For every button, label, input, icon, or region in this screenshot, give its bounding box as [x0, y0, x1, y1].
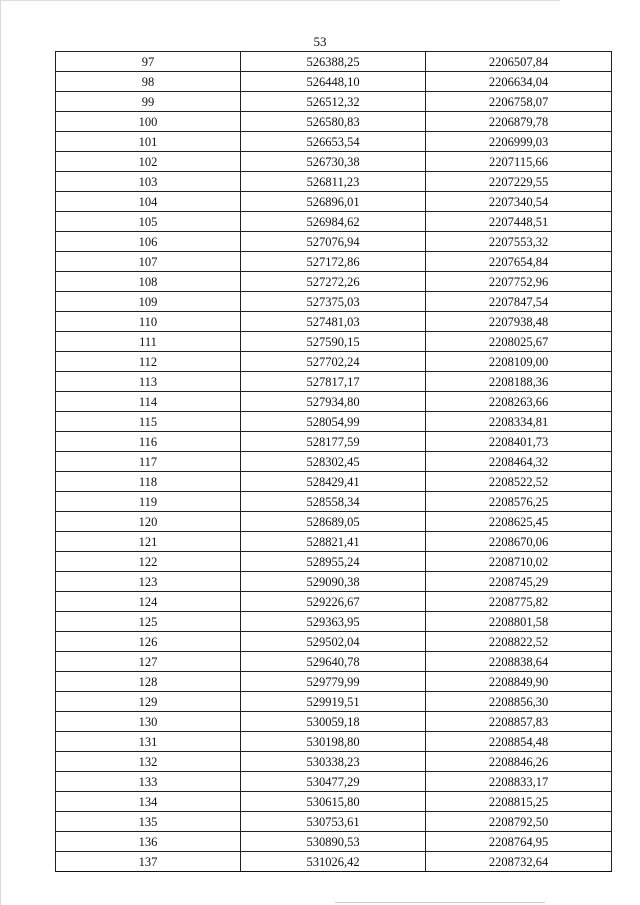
point-number-cell: 111	[56, 332, 241, 352]
x-coordinate-cell: 526896,01	[241, 192, 426, 212]
y-coordinate-cell: 2206999,03	[426, 132, 612, 152]
point-number-cell: 123	[56, 572, 241, 592]
table-row	[56, 92, 612, 112]
table-row	[56, 632, 612, 652]
point-number-cell: 97	[56, 52, 241, 72]
y-coordinate-cell: 2208263,66	[426, 392, 612, 412]
y-coordinate-cell: 2206507,84	[426, 52, 612, 72]
table-row	[56, 832, 612, 852]
y-coordinate-cell: 2208857,83	[426, 712, 612, 732]
y-coordinate-cell: 2208710,02	[426, 552, 612, 572]
table-row	[56, 412, 612, 432]
point-number-cell: 130	[56, 712, 241, 732]
y-coordinate-cell: 2208801,58	[426, 612, 612, 632]
scan-footer-line	[335, 902, 545, 903]
point-number-cell: 113	[56, 372, 241, 392]
table-row	[56, 472, 612, 492]
y-coordinate-cell: 2208025,67	[426, 332, 612, 352]
y-coordinate-cell: 2207938,48	[426, 312, 612, 332]
y-coordinate-cell: 2208401,73	[426, 432, 612, 452]
x-coordinate-cell: 527817,17	[241, 372, 426, 392]
table-row	[56, 612, 612, 632]
table-row	[56, 52, 612, 72]
table-row	[56, 812, 612, 832]
y-coordinate-cell: 2208815,25	[426, 792, 612, 812]
y-coordinate-cell: 2208764,95	[426, 832, 612, 852]
y-coordinate-cell: 2206758,07	[426, 92, 612, 112]
table-row	[56, 72, 612, 92]
x-coordinate-cell: 530890,53	[241, 832, 426, 852]
y-coordinate-cell: 2207654,84	[426, 252, 612, 272]
y-coordinate-cell: 2208464,32	[426, 452, 612, 472]
table-row	[56, 372, 612, 392]
y-coordinate-cell: 2208856,30	[426, 692, 612, 712]
point-number-cell: 107	[56, 252, 241, 272]
table-row	[56, 732, 612, 752]
point-number-cell: 108	[56, 272, 241, 292]
x-coordinate-cell: 528302,45	[241, 452, 426, 472]
table-row	[56, 392, 612, 412]
point-number-cell: 106	[56, 232, 241, 252]
x-coordinate-cell: 530198,80	[241, 732, 426, 752]
table-row	[56, 352, 612, 372]
table-row	[56, 852, 612, 872]
x-coordinate-cell: 527272,26	[241, 272, 426, 292]
point-number-cell: 136	[56, 832, 241, 852]
y-coordinate-cell: 2207448,51	[426, 212, 612, 232]
point-number-cell: 135	[56, 812, 241, 832]
point-number-cell: 101	[56, 132, 241, 152]
point-number-cell: 122	[56, 552, 241, 572]
table-row	[56, 432, 612, 452]
point-number-cell: 100	[56, 112, 241, 132]
point-number-cell: 134	[56, 792, 241, 812]
point-number-cell: 125	[56, 612, 241, 632]
y-coordinate-cell: 2208792,50	[426, 812, 612, 832]
y-coordinate-cell: 2207553,32	[426, 232, 612, 252]
y-coordinate-cell: 2208625,45	[426, 512, 612, 532]
x-coordinate-cell: 530338,23	[241, 752, 426, 772]
point-number-cell: 127	[56, 652, 241, 672]
point-number-cell: 126	[56, 632, 241, 652]
x-coordinate-cell: 528177,59	[241, 432, 426, 452]
x-coordinate-cell: 527702,24	[241, 352, 426, 372]
x-coordinate-cell: 528054,99	[241, 412, 426, 432]
table-row	[56, 492, 612, 512]
x-coordinate-cell: 530615,80	[241, 792, 426, 812]
point-number-cell: 121	[56, 532, 241, 552]
point-number-cell: 116	[56, 432, 241, 452]
point-number-cell: 129	[56, 692, 241, 712]
y-coordinate-cell: 2208854,48	[426, 732, 612, 752]
table-row	[56, 752, 612, 772]
x-coordinate-cell: 527172,86	[241, 252, 426, 272]
point-number-cell: 131	[56, 732, 241, 752]
x-coordinate-cell: 527481,03	[241, 312, 426, 332]
point-number-cell: 124	[56, 592, 241, 612]
point-number-cell: 118	[56, 472, 241, 492]
x-coordinate-cell: 526984,62	[241, 212, 426, 232]
table-row	[56, 712, 612, 732]
table-row	[56, 172, 612, 192]
table-row	[56, 532, 612, 552]
x-coordinate-cell: 528689,05	[241, 512, 426, 532]
table-row	[56, 212, 612, 232]
y-coordinate-cell: 2208522,52	[426, 472, 612, 492]
page-number: 53	[313, 34, 327, 49]
x-coordinate-cell: 529502,04	[241, 632, 426, 652]
x-coordinate-cell: 530477,29	[241, 772, 426, 792]
y-coordinate-cell: 2208822,52	[426, 632, 612, 652]
coordinates-table-body	[56, 52, 612, 872]
point-number-cell: 99	[56, 92, 241, 112]
point-number-cell: 109	[56, 292, 241, 312]
point-number-cell: 98	[56, 72, 241, 92]
point-number-cell: 110	[56, 312, 241, 332]
point-number-cell: 102	[56, 152, 241, 172]
table-row	[56, 552, 612, 572]
scan-edge-left	[0, 0, 1, 905]
y-coordinate-cell: 2208833,17	[426, 772, 612, 792]
x-coordinate-cell: 528955,24	[241, 552, 426, 572]
x-coordinate-cell: 526653,54	[241, 132, 426, 152]
x-coordinate-cell: 529779,99	[241, 672, 426, 692]
y-coordinate-cell: 2207847,54	[426, 292, 612, 312]
table-row	[56, 232, 612, 252]
x-coordinate-cell: 531026,42	[241, 852, 426, 872]
x-coordinate-cell: 529363,95	[241, 612, 426, 632]
x-coordinate-cell: 528558,34	[241, 492, 426, 512]
x-coordinate-cell: 526730,38	[241, 152, 426, 172]
x-coordinate-cell: 528429,41	[241, 472, 426, 492]
x-coordinate-cell: 526448,10	[241, 72, 426, 92]
x-coordinate-cell: 527934,80	[241, 392, 426, 412]
table-row	[56, 152, 612, 172]
point-number-cell: 137	[56, 852, 241, 872]
table-row	[56, 252, 612, 272]
point-number-cell: 105	[56, 212, 241, 232]
x-coordinate-cell: 530059,18	[241, 712, 426, 732]
table-row	[56, 132, 612, 152]
point-number-cell: 120	[56, 512, 241, 532]
point-number-cell: 115	[56, 412, 241, 432]
table-row	[56, 332, 612, 352]
x-coordinate-cell: 527375,03	[241, 292, 426, 312]
y-coordinate-cell: 2208334,81	[426, 412, 612, 432]
x-coordinate-cell: 528821,41	[241, 532, 426, 552]
table-row	[56, 772, 612, 792]
y-coordinate-cell: 2206879,78	[426, 112, 612, 132]
y-coordinate-cell: 2208576,25	[426, 492, 612, 512]
point-number-cell: 119	[56, 492, 241, 512]
table-row	[56, 312, 612, 332]
y-coordinate-cell: 2208838,64	[426, 652, 612, 672]
table-row	[56, 792, 612, 812]
table-row	[56, 572, 612, 592]
x-coordinate-cell: 526580,83	[241, 112, 426, 132]
x-coordinate-cell: 527590,15	[241, 332, 426, 352]
y-coordinate-cell: 2207340,54	[426, 192, 612, 212]
y-coordinate-cell: 2208109,00	[426, 352, 612, 372]
x-coordinate-cell: 526512,32	[241, 92, 426, 112]
table-row	[56, 672, 612, 692]
table-row	[56, 452, 612, 472]
point-number-cell: 132	[56, 752, 241, 772]
point-number-cell: 133	[56, 772, 241, 792]
table-row	[56, 652, 612, 672]
coordinates-table	[55, 51, 612, 872]
point-number-cell: 103	[56, 172, 241, 192]
y-coordinate-cell: 2208846,26	[426, 752, 612, 772]
y-coordinate-cell: 2207229,55	[426, 172, 612, 192]
x-coordinate-cell: 529090,38	[241, 572, 426, 592]
x-coordinate-cell: 529919,51	[241, 692, 426, 712]
table-row	[56, 272, 612, 292]
x-coordinate-cell: 529640,78	[241, 652, 426, 672]
x-coordinate-cell: 530753,61	[241, 812, 426, 832]
x-coordinate-cell: 526811,23	[241, 172, 426, 192]
point-number-cell: 112	[56, 352, 241, 372]
table-row	[56, 112, 612, 132]
table-row	[56, 692, 612, 712]
y-coordinate-cell: 2208188,36	[426, 372, 612, 392]
y-coordinate-cell: 2206634,04	[426, 72, 612, 92]
y-coordinate-cell: 2208732,64	[426, 852, 612, 872]
y-coordinate-cell: 2207115,66	[426, 152, 612, 172]
point-number-cell: 114	[56, 392, 241, 412]
scan-edge-top	[0, 0, 560, 1]
y-coordinate-cell: 2208670,06	[426, 532, 612, 552]
point-number-cell: 128	[56, 672, 241, 692]
x-coordinate-cell: 527076,94	[241, 232, 426, 252]
table-row	[56, 592, 612, 612]
y-coordinate-cell: 2208775,82	[426, 592, 612, 612]
table-row	[56, 292, 612, 312]
point-number-cell: 117	[56, 452, 241, 472]
y-coordinate-cell: 2208849,90	[426, 672, 612, 692]
table-row	[56, 512, 612, 532]
point-number-cell: 104	[56, 192, 241, 212]
table-row	[56, 192, 612, 212]
y-coordinate-cell: 2207752,96	[426, 272, 612, 292]
x-coordinate-cell: 526388,25	[241, 52, 426, 72]
x-coordinate-cell: 529226,67	[241, 592, 426, 612]
y-coordinate-cell: 2208745,29	[426, 572, 612, 592]
